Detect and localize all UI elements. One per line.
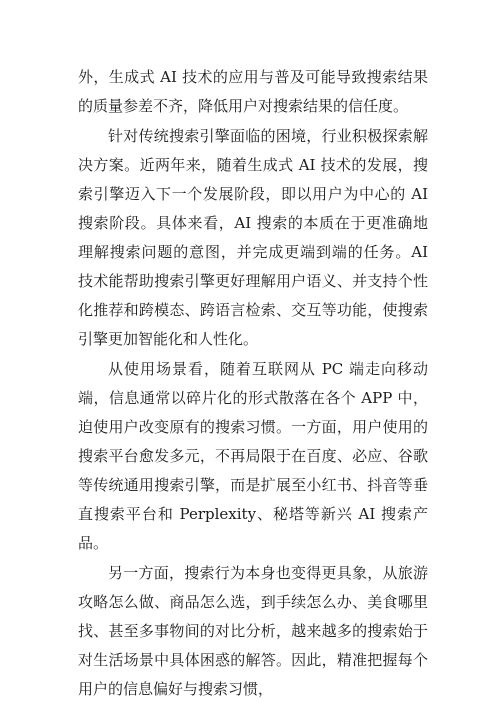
paragraph-1: 外，生成式 AI 技术的应用与普及可能导致搜索结果的质量参差不齐，降低用户对搜索结果的信任度。 xyxy=(78,68,428,115)
paragraph-4: 另一方面，搜索行为本身也变得更具象，从旅游攻略怎么做、商品怎么选，到手续怎么办、美食哪里找、甚至多事物间的对比分析，越来越多的搜索始于对生活场景中具体困惑的解答。因此，精准把握每个用户的信息偏好与搜索习惯， xyxy=(78,564,428,698)
paragraph-2: 针对传统搜索引擎面临的困境，行业积极探索解决方案。近两年来，随着生成式 AI 技术的发展，搜索引擎迈入下一个发展阶段，即以用户为中心的 AI 搜索阶段。具体来看，AI 搜索的本质在于更准确地理解搜索问题的意图，并完成更端到端的任务。AI 技术能帮助搜索引擎更好理解用户语义、并支持个性化推荐和跨模态、跨语言检索、交互等功能，使搜索引擎更加智能化和人性化。 xyxy=(78,127,428,348)
paragraph-3: 从使用场景看，随着互联网从 PC 端走向移动端，信息通常以碎片化的形式散落在各个 APP 中，迫使用户改变原有的搜索习惯。一方面，用户使用的搜索平台愈发多元，不再局限于在百度、必应、谷歌等传统通用搜索引擎，而是扩展至小红书、抖音等垂直搜索平台和 Perplexity、秘塔等新兴 AI 搜索产品。 xyxy=(78,360,428,552)
document-body xyxy=(78,63,428,704)
